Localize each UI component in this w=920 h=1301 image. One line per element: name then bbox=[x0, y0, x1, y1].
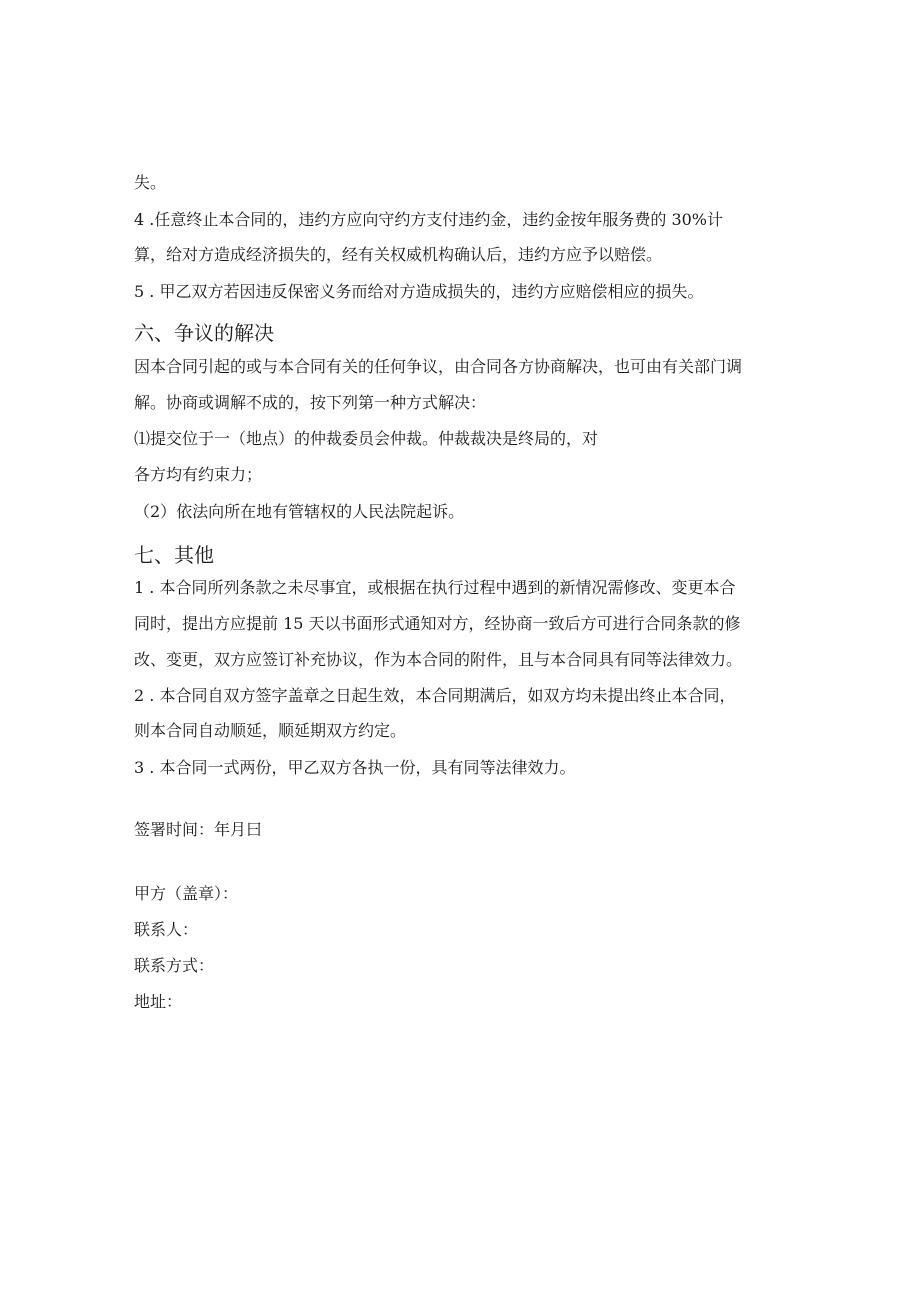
clause-1: 1 . 本合同所列条款之未尽事宜，或根据在执行过程中遇到的新情况需修改、变更本合 bbox=[134, 578, 736, 597]
clause-3: 3 . 本合同一式两份，甲乙双方各执一份，具有同等法律效力。 bbox=[134, 758, 576, 777]
signing-date: 签署时间：年月曰 bbox=[134, 820, 263, 839]
clause-text: 改、变更，双方应签订补充协议，作为本合同的附件，且与本合同具有同等法律效力。 bbox=[134, 650, 743, 669]
paragraph-text: 因本合同引起的或与本合同有关的任何争议，由合同各方协商解决，也可由有关部门调 bbox=[134, 357, 743, 376]
address: 地址： bbox=[134, 992, 183, 1011]
clause-text: 算，给对方造成经济损失的，经有关权威机构确认后，违约方应予以赔偿。 bbox=[134, 245, 663, 264]
contact-person: 联系人： bbox=[134, 920, 199, 939]
paragraph-text: 解。协商或调解不成的，按下列第一种方式解决： bbox=[134, 393, 487, 412]
option-1: ⑴提交位于一（地点）的仲裁委员会仲裁。仲裁裁决是终局的，对 bbox=[134, 429, 599, 448]
clause-text: 同时，提出方应提前 15 天以书面形式通知对方，经协商一致后方可进行合同条款的修 bbox=[134, 614, 741, 633]
section-heading-dispute: 六、争议的解决 bbox=[134, 321, 274, 345]
clause-text: 则本合同自动顺延，顺延期双方约定。 bbox=[134, 721, 407, 740]
clause-5: 5 . 甲乙双方若因违反保密义务而给对方造成损失的，违约方应赔偿相应的损失。 bbox=[134, 282, 704, 301]
option-2: （2）依法向所在地有管辖权的人民法院起诉。 bbox=[134, 502, 465, 521]
clause-4: 4 .任意终止本合同的，违约方应向守约方支付违约金，违约金按年服务费的 30%计 bbox=[134, 210, 724, 229]
contact-method: 联系方式： bbox=[134, 956, 215, 975]
clause-text: 失。 bbox=[134, 173, 167, 192]
section-heading-other: 七、其他 bbox=[134, 543, 214, 567]
paragraph-text: 各方均有约束力； bbox=[134, 465, 263, 484]
clause-2: 2 . 本合同自双方签字盖章之日起生效，本合同期满后，如双方均未提出终止本合同， bbox=[134, 686, 736, 705]
party-a-seal: 甲方（盖章）： bbox=[134, 884, 239, 903]
